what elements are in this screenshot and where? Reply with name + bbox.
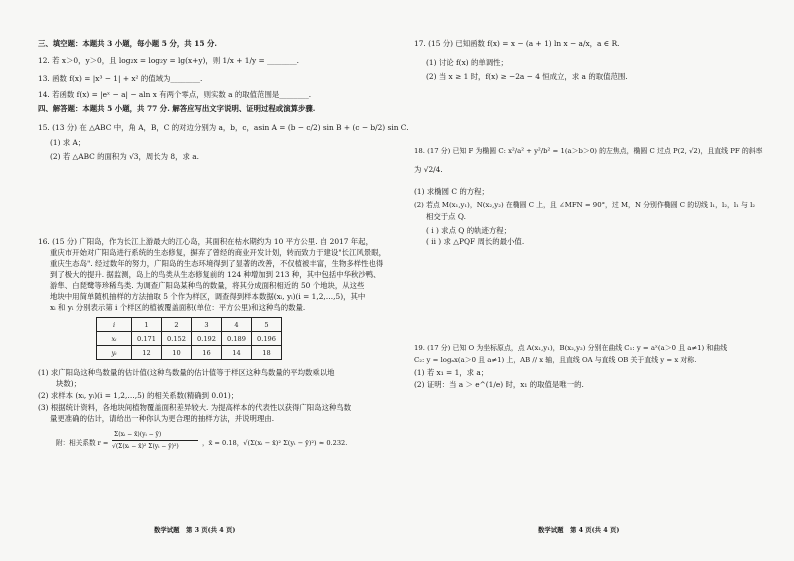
table-cell: 5 [252, 318, 282, 332]
page-footer: 数学试题 第 4 页(共 4 页) [538, 526, 620, 534]
question-16-line: 16. (15 分) 广阳岛，作为长江上游最大的江心岛，其面积在枯水期约为 10 平方公里. 自 2017 年起， [38, 237, 373, 246]
question-16-part-3-cont: 量更准确的估计，请给出一种你认为更合理的抽样方法，并说明理由. [50, 414, 275, 423]
table-row [97, 318, 282, 332]
question-16-line: 重庆市开始对广阳岛进行系统的生态修复，摒弃了曾经的商业开发计划，转而致力于建设"长江风景眼， [50, 248, 386, 257]
question-19-stem: 19. (17 分) 已知 O 为坐标原点，点 A(x₁,y₁)，B(x₂,y₂) 分别在曲线 C₁: y = aˣ(a＞0 且 a≠1) 和曲线 [414, 344, 728, 352]
formula-tail: ，x̄ = 0.18，√(Σ(xᵢ − x̄)² Σ(yᵢ − ȳ)²) ≈ 0.232. [202, 439, 348, 447]
question-12: 12. 若 x＞0，y＞0，且 log₂x = log₂y = lg(x+y)，则 1/x + 1/y = ________. [38, 56, 299, 65]
question-16-line: 游隼、白琵鹭等珍稀鸟类. 为调查广阳岛某种鸟的数量，将其分成面积相近的 50 个地块，从这些 [50, 281, 365, 290]
question-18-sub-i: ( i ) 求点 Q 的轨迹方程； [426, 226, 512, 235]
question-13: 13. 函数 f(x) = |x³ − 1| + x² 的值域为________. [38, 74, 203, 83]
page-footer: 数学试题 第 3 页(共 4 页) [154, 526, 236, 534]
table-row [97, 332, 282, 346]
question-18-sub-ii: ( ii ) 求 △PQF 周长的最小值. [426, 237, 525, 246]
table-cell: 16 [192, 346, 222, 360]
page-4 [400, 0, 794, 561]
table-cell: 12 [132, 346, 162, 360]
section-solutions-heading: 四、解答题：本题共 5 小题，共 77 分. 解答应写出文字说明、证明过程或演算步骤. [38, 104, 316, 113]
table-cell: 10 [162, 346, 192, 360]
question-18-stem: 18. (17 分) 已知 F 为椭圆 C: x²/a² + y²/b² = 1(a＞b＞0) 的左焦点，椭圆 C 过点 P(2, √2)，且直线 PF 的斜率 [414, 147, 763, 155]
question-19-part-1: (1) 若 x₁ = 1，求 a； [414, 368, 489, 377]
table-cell: i [97, 318, 132, 332]
table-cell: 14 [222, 346, 252, 360]
question-16-line: 到了极大的提升. 据监测，岛上的鸟类从生态修复前的 124 种增加到 213 种，其中包括中华秋沙鸭、 [50, 270, 381, 279]
question-18-stem-cont: 为 √2/4. [414, 165, 443, 174]
question-17-part-1: (1) 讨论 f(x) 的单调性； [426, 58, 508, 67]
table-cell: 18 [252, 346, 282, 360]
question-16-line: 重庆生态岛". 经过数年的努力，广阳岛的生态环境得到了显著的改善，不仅植被丰富，生物多样性也得 [50, 259, 384, 268]
table-row [97, 346, 282, 360]
question-19-part-2: (2) 证明：当 a ＞ e^(1/e) 时，x₁ 的取值是唯一的. [414, 380, 584, 389]
question-16-part-1: (1) 求广阳岛这种鸟数量的估计值(这种鸟数量的估计值等于样区这种鸟数量的平均数乘以地 [38, 368, 335, 377]
table-cell: yᵢ [97, 346, 132, 360]
question-16-part-1-cont: 块数)； [56, 379, 82, 388]
formula-denominator: √(Σ(xᵢ − x̄)² Σ(yᵢ − ȳ)²) [112, 443, 179, 450]
fraction-bar [112, 440, 198, 441]
table-cell: 0.171 [132, 332, 162, 346]
table-cell: 1 [132, 318, 162, 332]
table-cell: 0.192 [192, 332, 222, 346]
sample-data-table [96, 317, 282, 360]
table-cell: 0.189 [222, 332, 252, 346]
question-15-part-2: (2) 若 △ABC 的面积为 √3，周长为 8，求 a. [50, 152, 199, 161]
table-cell: xᵢ [97, 332, 132, 346]
question-15-part-1: (1) 求 A； [50, 138, 86, 147]
question-16-line: 地块中用简单随机抽样的方法抽取 5 个作为样区，调查得到样本数据(xᵢ, yᵢ)(i = 1,2,…,5)，其中 [50, 292, 366, 301]
question-16-part-2: (2) 求样本 (xᵢ, yᵢ)(i = 1,2,…,5) 的相关系数(精确到 0.01)； [38, 391, 239, 400]
table-cell: 0.196 [252, 332, 282, 346]
question-18-part-2: (2) 若点 M(x₁,y₁)，N(x₂,y₂) 在椭圆 C 上，且 ∠MFN = 90°，过 M，N 分别作椭圆 C 的切线 l₁，l₂，l₁ 与 l₂ [414, 201, 756, 209]
table-cell: 0.152 [162, 332, 192, 346]
table-cell: 2 [162, 318, 192, 332]
table-cell: 3 [192, 318, 222, 332]
section-fill-in-heading: 三、填空题：本题共 3 小题，每小题 5 分，共 15 分. [38, 39, 218, 48]
question-17-part-2: (2) 当 x ≥ 1 时，f(x) ≥ −2a − 4 恒成立，求 a 的取值范围. [426, 72, 628, 81]
formula-numerator: Σ(xᵢ − x̄)(yᵢ − ȳ) [114, 431, 162, 438]
table-cell: 4 [222, 318, 252, 332]
question-18-part-2-cont: 相交于点 Q. [426, 212, 466, 221]
question-14: 14. 若函数 f(x) = |eˣ − a| − aln x 有两个零点，则实数 a 的取值范围是________. [38, 90, 312, 99]
formula-lead: 附：相关系数 r = [56, 439, 109, 447]
question-16-line: xᵢ 和 yᵢ 分别表示第 i 个样区的植被覆盖面积(单位：平方公里)和这种鸟的数量. [50, 303, 306, 312]
question-19-stem-cont: C₂: y = logₐx(a＞0 且 a≠1) 上，AB // x 轴，且直线 OA 与直线 OB 关于直线 y = x 对称. [414, 356, 697, 364]
correlation-formula [56, 430, 356, 456]
question-17-stem: 17. (15 分) 已知函数 f(x) = x − (a + 1) ln x − a/x，a ∈ R. [414, 39, 620, 48]
question-15-stem: 15. (13 分) 在 △ABC 中，角 A，B，C 的对边分别为 a，b，c，asin A = (b − c/2) sin B + (c − b/2) sin C. [38, 123, 409, 132]
question-16-part-3: (3) 根据统计资料，各地块间植物覆盖面积差异较大. 为提高样本的代表性以获得广阳岛这种鸟数 [38, 403, 352, 412]
question-18-part-1: (1) 求椭圆 C 的方程； [414, 187, 489, 196]
